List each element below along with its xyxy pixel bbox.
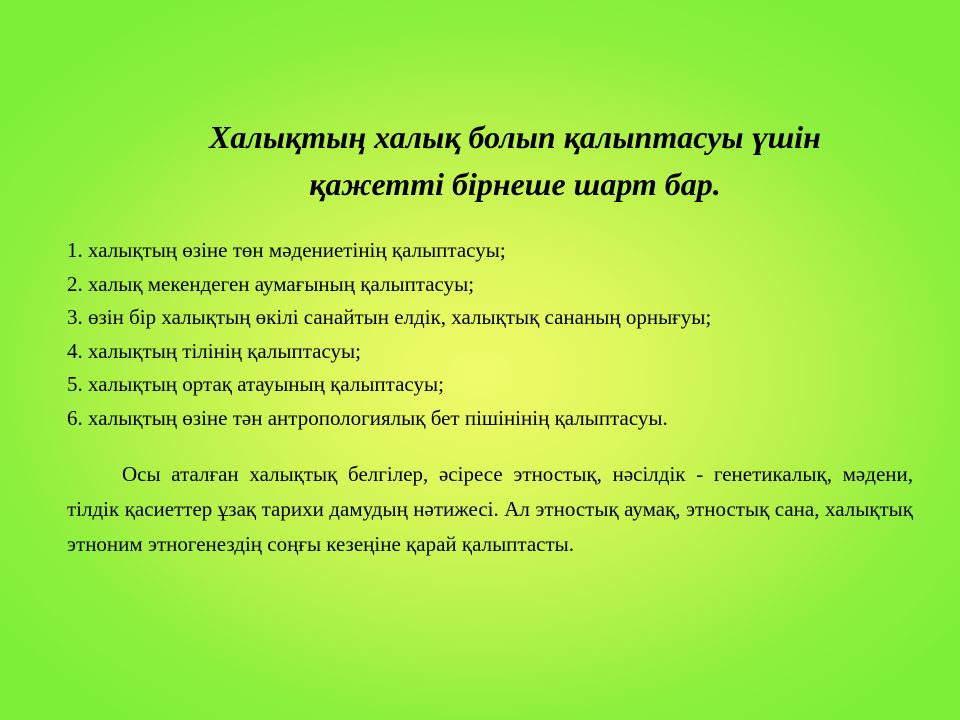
title-line-1: Халықтың халық болып қалыптасуы үшін bbox=[209, 119, 821, 155]
list-item: 1. халықтың өзіне төн мәдениетінің қалыптасуы; bbox=[67, 238, 506, 262]
list-item: 4. халықтың тілінің қалыптасуы; bbox=[67, 338, 361, 363]
list-item: 6. халықтың өзіне тән антропологиялық бет пішінінің қалыптасуы. bbox=[67, 405, 668, 430]
conditions-list bbox=[67, 234, 927, 435]
list-item: 5. халықтың ортақ атауының қалыптасуы; bbox=[67, 372, 444, 396]
list-item: 2. халық мекендеген аумағының қалыптасуы; bbox=[67, 271, 475, 296]
slide-title bbox=[100, 114, 930, 208]
summary-paragraph: Осы аталған халықтық белгілер, әсіресе этностық, нәсілдік - генетикалық, мәдени, тілдік қасиеттер ұзақ тарихи дамудың нәтижесі. Ал этностық аумақ, этностық сана, халықтық этноним этногенездің соңғы кезеңіне қарай қалыптасты. bbox=[67, 462, 913, 556]
list-item: 3. өзін бір халықтың өкілі санайтын елдік, халықтық сананың орнығуы; bbox=[67, 305, 712, 329]
title-line-2: қажетті бірнеше шарт бар. bbox=[309, 166, 721, 202]
